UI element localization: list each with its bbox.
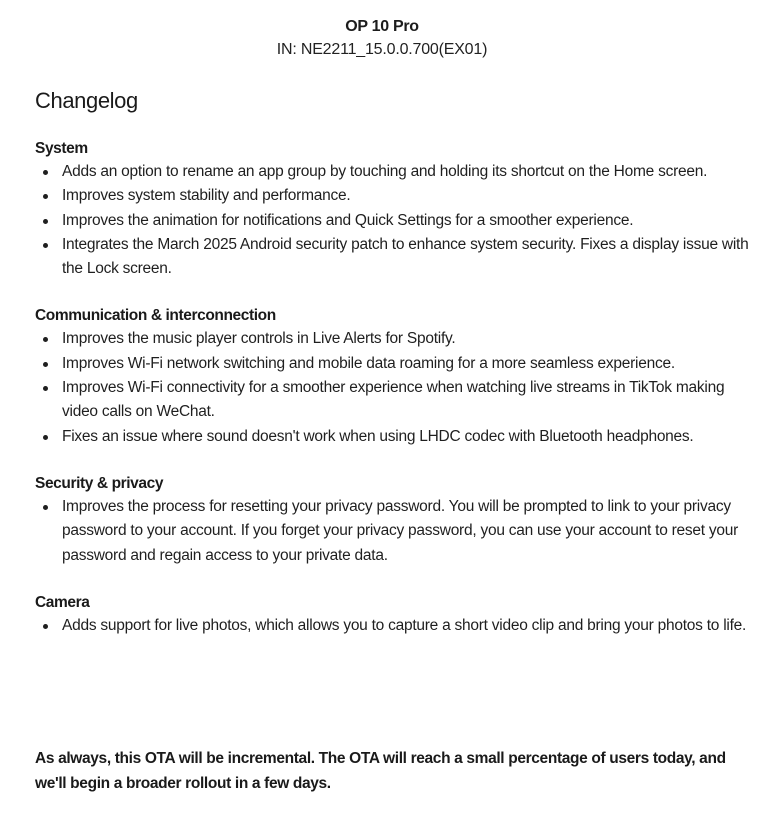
device-name: OP 10 Pro [345, 18, 419, 35]
section-communication [35, 305, 750, 448]
list-item: Improves Wi-Fi connectivity for a smoother experience when watching live streams in TikTok making video calls on WeChat. [62, 376, 750, 425]
section-item-list [35, 160, 750, 281]
section-title: System [35, 140, 88, 157]
list-item: Improves system stability and performance. [62, 184, 750, 208]
list-item: Adds an option to rename an app group by touching and holding its shortcut on the Home screen. [62, 160, 750, 184]
section-security-privacy [35, 473, 750, 568]
list-item: Fixes an issue where sound doesn't work when using LHDC codec with Bluetooth headphones. [62, 425, 750, 449]
changelog-title: Changelog [35, 88, 138, 113]
changelog-content [35, 86, 750, 662]
list-item: Improves the process for resetting your privacy password. You will be prompted to link to your privacy password to your account. If you forget your privacy password, you can use your account to reset your password and regain access to your private data. [62, 495, 750, 568]
build-number: IN: NE2211_15.0.0.700(EX01) [276, 41, 488, 58]
section-item-list [35, 614, 750, 638]
section-title: Security & privacy [35, 474, 164, 492]
section-item-list [35, 495, 750, 568]
section-title: Communication & interconnection [35, 307, 276, 325]
section-camera [35, 592, 750, 638]
page-header [0, 16, 764, 62]
list-item: Improves the music player controls in Live Alerts for Spotify. [62, 327, 750, 351]
list-item: Improves Wi-Fi network switching and mobile data roaming for a more seamless experience. [62, 352, 750, 376]
list-item: Improves the animation for notifications and Quick Settings for a smoother experience. [62, 209, 750, 233]
list-item: Adds support for live photos, which allows you to capture a short video clip and bring your photos to life. [62, 614, 750, 638]
section-title: Camera [35, 593, 90, 611]
ota-rollout-note: As always, this OTA will be incremental. The OTA will reach a small percentage of users today, and we'll begin a broader rollout in a few days. [35, 750, 726, 792]
section-system [35, 138, 750, 281]
list-item: Integrates the March 2025 Android security patch to enhance system security. Fixes a display issue with the Lock screen. [62, 233, 750, 282]
section-item-list [35, 327, 750, 448]
